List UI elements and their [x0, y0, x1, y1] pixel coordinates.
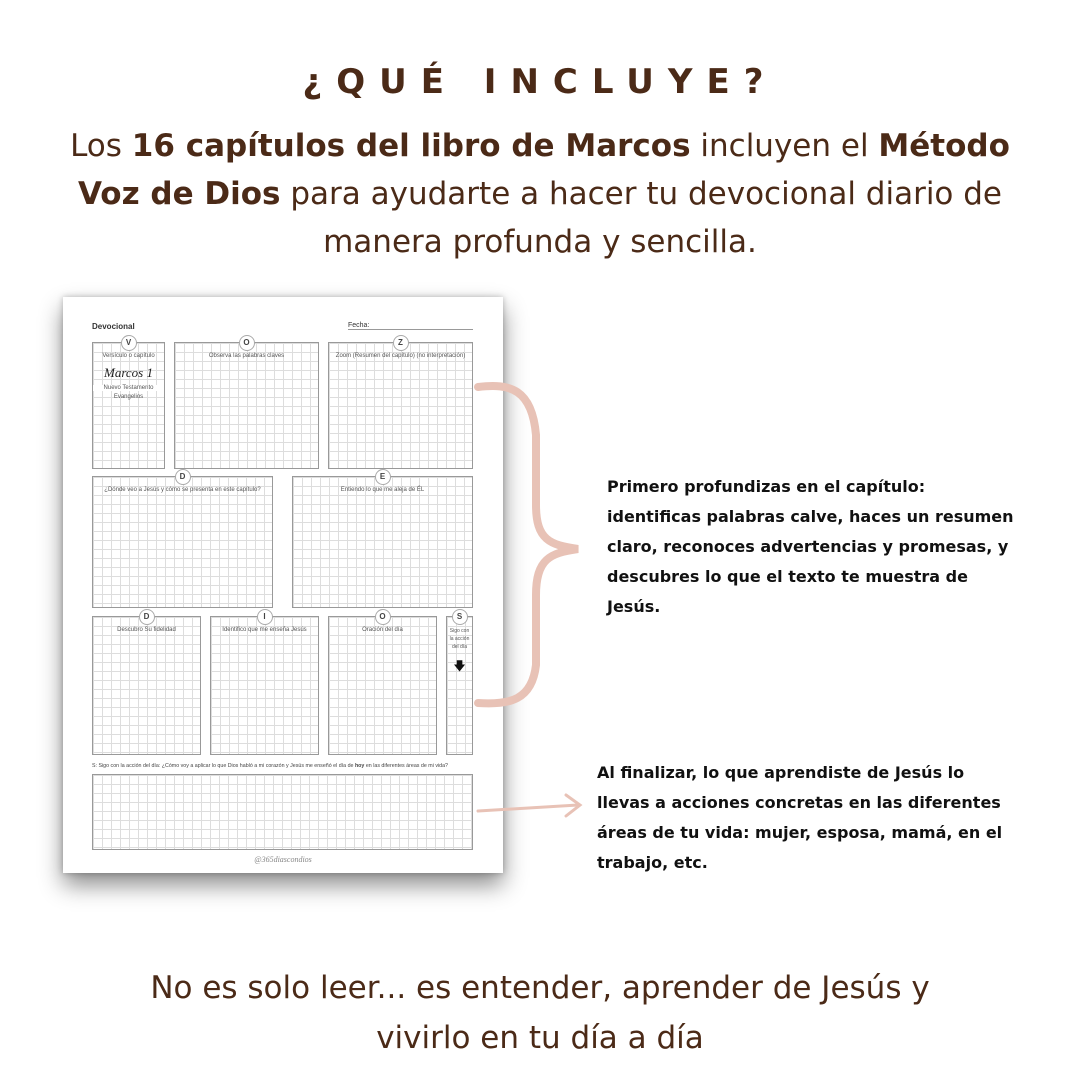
box-action [92, 774, 473, 850]
heading: ¿QUÉ INCLUYE? [302, 62, 778, 102]
box-label: Versículo o capítulo [102, 353, 155, 359]
box-label: Oración del día [362, 627, 403, 633]
box-s-sigo [446, 612, 473, 755]
footer-handle: @365diascondios [254, 855, 312, 864]
letter-badge: E [375, 469, 391, 485]
intro-part: para ayudarte a hacer tu devocional diario de manera profunda y sencilla. [280, 176, 1003, 260]
question-bold: hoy [354, 763, 365, 769]
box-e-entiendo [292, 472, 473, 608]
box-d-descubro [92, 612, 201, 755]
box-label: Identifico que me enseña Jesús [222, 627, 307, 633]
box-i-identifico [210, 612, 319, 755]
arrow-down-icon: 🡇 [453, 659, 466, 673]
letter-badge: D [139, 609, 155, 625]
box-label: Entiendo lo que me aleja de ÉL [340, 487, 425, 493]
box-label: ¿Dónde veo a Jesús y cómo se presenta en este capítulo? [104, 487, 261, 493]
intro-bold: 16 capítulos del libro de Marcos [131, 128, 691, 164]
book-category: Evangelios [113, 394, 144, 400]
curly-brace-icon [478, 386, 578, 703]
note-finalizar: Al finalizar, lo que aprendiste de Jesús lo llevas a acciones concretas en las diferentes áreas de tu vida: mujer, esposa, mamá, en el trabajo, etc. [597, 763, 1003, 872]
worksheet-page [63, 297, 503, 873]
letter-badge: O [239, 335, 255, 351]
worksheet-title: Devocional [92, 322, 135, 331]
intro-bold: Método Voz de Dios [77, 128, 1010, 212]
letter-badge: V [121, 335, 137, 351]
letter-badge: O [375, 609, 391, 625]
box-o-oracion [328, 612, 437, 755]
intro-text [60, 122, 1020, 266]
letter-badge: I [257, 609, 273, 625]
letter-badge: D [175, 469, 191, 485]
box-label: Sigo con la acción del día [449, 628, 470, 650]
testament: Nuevo Testamento [93, 385, 164, 391]
letter-badge: S [452, 609, 468, 625]
box-label: Zoom (Resumen del capítulo) (no interpretación) [335, 353, 466, 359]
date-field: Fecha: [348, 322, 473, 330]
intro-part: incluyen el [690, 128, 879, 164]
box-z-zoom [328, 338, 473, 469]
letter-badge: Z [393, 335, 409, 351]
box-v [92, 338, 165, 469]
arrow-right-icon [478, 795, 580, 816]
intro-part: Los [70, 128, 132, 164]
box-d-donde [92, 472, 273, 608]
box-label: Observa las palabras claves [208, 353, 285, 359]
question-text: S: Sigo con la acción del día: ¿Cómo voy a aplicar lo que Dios habló a mi corazón y Jesús me enseñó el día de [92, 763, 355, 769]
box-label: Descubro Su fidelidad [117, 627, 176, 633]
question-text: en las diferentes áreas de mi vida? [364, 763, 448, 769]
action-question [92, 763, 482, 769]
closing-text: No es solo leer... es entender, aprender de Jesús y vivirlo en tu día a día [150, 970, 930, 1056]
brace-decoration [470, 375, 600, 835]
box-o-observe [174, 338, 319, 469]
chapter-name: Marcos 1 [104, 365, 153, 380]
note-profundizas: Primero profundizas en el capítulo: identificas palabras calve, haces un resumen claro, reconoces advertencias y promesas, y descubres lo que el texto te muestra de Jesús. [607, 477, 1014, 616]
